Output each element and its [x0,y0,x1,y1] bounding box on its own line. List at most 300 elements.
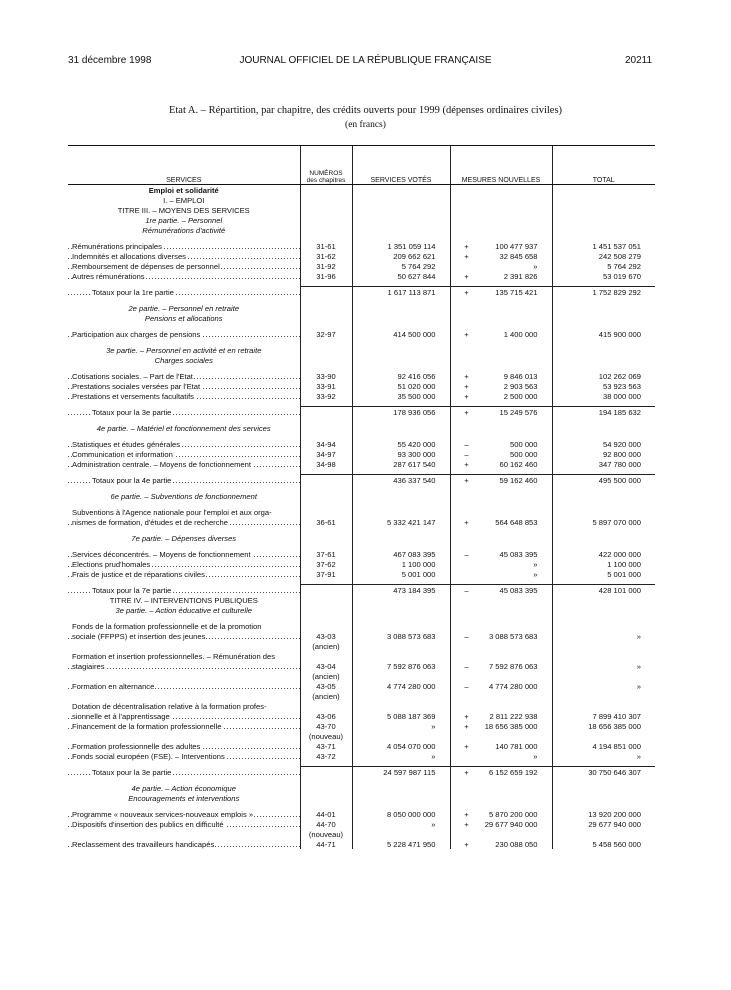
chapter-number: (ancien) [300,691,352,701]
chapter-number: 33-90 [300,371,352,381]
row-label [68,751,300,761]
mesures-nouvelles-value: 45 083 395 [499,549,538,559]
services-votes-value [352,621,450,631]
sign-symbol: + [464,767,469,777]
row-label-text: Totaux pour la 7e partie [92,585,172,595]
mesures-nouvelles-value: 564 648 853 [495,517,538,527]
chapter-number [300,701,352,711]
row-label [68,621,300,631]
row-label-text: Frais de justice et de réparations civiles [72,569,205,579]
mesures-nouvelles-cell [450,631,552,641]
services-votes-value: 414 500 000 [352,329,450,339]
chapter-number: 37-62 [300,559,352,569]
mesures-nouvelles-cell [450,241,552,251]
mesures-nouvelles-value: 4 774 280 000 [488,681,538,691]
sign-symbol: + [464,329,469,339]
table-row [68,641,655,651]
mesures-nouvelles-value: 18 656 385 000 [484,721,538,731]
total-value: » [552,681,655,691]
services-votes-value: » [352,751,450,761]
services-votes-value [352,701,450,711]
table-row [68,459,655,469]
row-label [68,371,300,381]
mesures-nouvelles-value: 500 000 [510,439,538,449]
sign-symbol: – [464,585,469,595]
col-mesures-nouvelles: MESURES NOUVELLES [450,146,552,185]
mesures-nouvelles-value: 500 000 [510,449,538,459]
services-votes-value: 5 001 000 [352,569,450,579]
mesures-nouvelles-cell [450,741,552,751]
total-value: 7 899 410 307 [552,711,655,721]
chapter-number: 31-62 [300,251,352,261]
mesures-nouvelles-cell [450,459,552,469]
mesures-nouvelles-value: 6 152 659 192 [488,767,538,777]
total-value [552,651,655,661]
chapter-number: 31-92 [300,261,352,271]
page-number: 20211 [625,55,653,66]
row-label-text: Rémunérations principales [72,241,162,251]
mesures-nouvelles-cell [450,391,552,401]
col-services: SERVICES [68,146,300,185]
mesures-nouvelles-cell [450,829,552,839]
total-value: 1 752 829 292 [552,287,655,297]
services-votes-value: 24 597 987 115 [352,767,450,777]
mesures-nouvelles-cell [450,819,552,829]
sign-symbol: – [464,631,469,641]
table-row [68,329,655,339]
services-votes-value: 4 774 280 000 [352,681,450,691]
row-label [68,261,300,271]
chapter-number: 36-61 [300,517,352,527]
chapter-number: 43-06 [300,711,352,721]
row-label [68,407,300,417]
row-label [68,681,300,691]
row-label [68,721,300,731]
services-votes-value: 50 627 844 [352,271,450,281]
chapter-number: 43-03 [300,631,352,641]
chapter-number: 34-97 [300,449,352,459]
total-value: 5 458 560 000 [552,839,655,849]
row-label [68,829,300,839]
chapter-number: 33-92 [300,391,352,401]
table-row [68,681,655,691]
row-label-text: Cotisations sociales. – Part de l'Etat [72,371,193,381]
mesures-nouvelles-cell [450,767,552,777]
sign-symbol: + [464,371,469,381]
services-votes-value: 92 416 056 [352,371,450,381]
table-row [68,731,655,741]
header-date: 31 décembre 1998 [68,55,152,66]
mesures-nouvelles-value: 2 903 563 [503,381,538,391]
section-heading: Encouragements et interventions [128,793,240,803]
chapter-number: 33-91 [300,381,352,391]
unit-note: (en francs) [345,120,386,130]
row-label [68,241,300,251]
total-value [552,671,655,681]
row-label [68,701,300,711]
table-row [68,449,655,459]
mesures-nouvelles-value: 135 715 421 [495,287,538,297]
section-heading-row [68,793,655,803]
chapter-number [300,287,352,297]
services-votes-value: 209 662 621 [352,251,450,261]
row-label [68,671,300,681]
mesures-nouvelles-cell [450,559,552,569]
mesures-nouvelles-cell [450,371,552,381]
row-label [68,251,300,261]
section-heading: 1re partie. – Personnel [145,215,223,225]
section-heading-row [68,423,655,433]
table-row [68,559,655,569]
total-value: 92 800 000 [552,449,655,459]
services-votes-value: 93 300 000 [352,449,450,459]
total-row [68,585,655,595]
table-row [68,621,655,631]
mesures-nouvelles-cell [450,261,552,271]
services-votes-value: » [352,819,450,829]
sign-symbol: + [464,407,469,417]
total-value: 428 101 000 [552,585,655,595]
row-label [68,767,300,777]
table-body [68,185,655,849]
chapter-number [300,621,352,631]
table-row [68,829,655,839]
mesures-nouvelles-cell [450,475,552,485]
section-heading: 6e partie. – Subventions de fonctionnement [110,491,257,501]
mesures-nouvelles-value: » [533,559,538,569]
chapter-number: 37-61 [300,549,352,559]
mesures-nouvelles-value: 5 870 200 000 [488,809,538,819]
mesures-nouvelles-value: 45 083 395 [499,585,538,595]
sign-symbol: + [464,711,469,721]
mesures-nouvelles-cell [450,329,552,339]
sign-symbol: + [464,287,469,297]
chapter-number: 43-72 [300,751,352,761]
services-votes-value: 1 351 059 114 [352,241,450,251]
mesures-nouvelles-value: » [533,569,538,579]
services-votes-value: 5 088 187 369 [352,711,450,721]
section-heading-row [68,225,655,235]
total-value [552,641,655,651]
sign-symbol: – [464,439,469,449]
sign-symbol: + [464,381,469,391]
chapter-number: 37-91 [300,569,352,579]
chapter-number: 31-96 [300,271,352,281]
col-numeros: NUMÉROS des chapitres [300,146,352,185]
chapter-number: 43-05 [300,681,352,691]
chapter-number: 43-70 [300,721,352,731]
mesures-nouvelles-cell [450,651,552,661]
chapter-number [300,475,352,485]
total-row [68,407,655,417]
table-row [68,671,655,681]
table-row [68,741,655,751]
col-services-votes: SERVICES VOTÉS [352,146,450,185]
chapter-number: 32-97 [300,329,352,339]
row-label-text: sionnelle et à l'apprentissage [72,711,170,721]
row-label [68,439,300,449]
row-label-text: Totaux pour la 3e partie [92,407,172,417]
mesures-nouvelles-cell [450,381,552,391]
mesures-nouvelles-cell [450,691,552,701]
table-row [68,661,655,671]
total-value [552,691,655,701]
row-label [68,585,300,595]
services-votes-value [352,507,450,517]
services-votes-value [352,829,450,839]
section-heading-row [68,185,655,195]
services-votes-value: 473 184 395 [352,585,450,595]
row-label [68,459,300,469]
mesures-nouvelles-cell [450,251,552,261]
services-votes-value: 436 337 540 [352,475,450,485]
sign-symbol: + [464,741,469,751]
mesures-nouvelles-cell [450,751,552,761]
row-label-text: Services déconcentrés. – Moyens de fonctionnement [72,549,251,559]
services-votes-value: 287 617 540 [352,459,450,469]
mesures-nouvelles-cell [450,407,552,417]
sign-symbol: – [464,661,469,671]
section-heading-row [68,215,655,225]
sign-symbol: + [464,391,469,401]
row-label-text: Formation et insertion professionnelles. – Rémunération des [72,651,276,661]
total-value: 347 780 000 [552,459,655,469]
row-label [68,691,300,701]
row-label [68,449,300,459]
total-value: 29 677 940 000 [552,819,655,829]
services-votes-value: 55 420 000 [352,439,450,449]
table-row [68,809,655,819]
section-heading-row [68,345,655,355]
chapter-number: 34-98 [300,459,352,469]
sign-symbol: – [464,681,469,691]
total-row [68,767,655,777]
row-label [68,391,300,401]
row-label-text: Reclassement des travailleurs handicapés [72,839,215,849]
table-row [68,839,655,849]
table-row [68,261,655,271]
mesures-nouvelles-value: 3 088 573 683 [488,631,538,641]
row-label-text: Dispositifs d'insertion des publics en difficulté [72,819,224,829]
row-label-text: Dotation de décentralisation relative à la formation profes- [72,701,267,711]
section-heading-row [68,303,655,313]
mesures-nouvelles-cell [450,585,552,595]
mesures-nouvelles-value: 2 811 222 938 [489,711,538,721]
section-heading: Charges sociales [154,355,213,365]
mesures-nouvelles-cell [450,271,552,281]
row-label-text: Autres rémunérations [72,271,145,281]
table-row [68,391,655,401]
total-value: 38 000 000 [552,391,655,401]
mesures-nouvelles-cell [450,671,552,681]
total-row [68,287,655,297]
mesures-nouvelles-cell [450,681,552,691]
table-row [68,507,655,517]
sign-symbol: + [464,241,469,251]
table-row [68,251,655,261]
section-heading: 7e partie. – Dépenses diverses [131,533,237,543]
row-label [68,549,300,559]
mesures-nouvelles-value: » [533,751,538,761]
row-label-text: Formation professionnelle des adultes [72,741,201,751]
services-votes-value: 1 100 000 [352,559,450,569]
services-votes-value: 5 228 471 950 [352,839,450,849]
section-heading: TITRE III. – MOYENS DES SERVICES [117,205,250,215]
total-value: 4 194 851 000 [552,741,655,751]
table-row [68,241,655,251]
row-label-text: Elections prud'homales [72,559,151,569]
row-label-text: Remboursement de dépenses de personnel [72,261,220,271]
chapter-number [300,767,352,777]
mesures-nouvelles-value: 2 391 826 [503,271,538,281]
sign-symbol: + [464,459,469,469]
row-label [68,287,300,297]
mesures-nouvelles-value: 60 162 460 [499,459,538,469]
mesures-nouvelles-cell [450,711,552,721]
total-value: 5 897 070 000 [552,517,655,527]
total-value: 194 185 632 [552,407,655,417]
mesures-nouvelles-cell [450,569,552,579]
total-value: 1 100 000 [552,559,655,569]
section-heading-row [68,205,655,215]
section-heading-row [68,313,655,323]
row-label-text: sociale (FFPPS) et insertion des jeunes [72,631,206,641]
chapter-number: 44-71 [300,839,352,849]
col-total: TOTAL [552,146,655,185]
table-row [68,819,655,829]
row-label-text: Fonds de la formation professionnelle et de la promotion [72,621,262,631]
total-value: 1 451 537 051 [552,241,655,251]
row-label [68,329,300,339]
row-label [68,381,300,391]
row-label-text: Financement de la formation professionnelle [72,721,222,731]
row-label-text: Communication et information [72,449,173,459]
chapter-number: (ancien) [300,671,352,681]
section-heading: TITRE IV. – INTERVENTIONS PUBLIQUES [109,595,258,605]
row-label [68,809,300,819]
row-label [68,819,300,829]
chapter-number [300,585,352,595]
chapter-number: 34-94 [300,439,352,449]
services-votes-value: 4 054 070 000 [352,741,450,751]
total-value: 415 900 000 [552,329,655,339]
table-row [68,371,655,381]
services-votes-value: 7 592 876 063 [352,661,450,671]
mesures-nouvelles-value: 9 846 013 [503,371,538,381]
row-label-text: Prestations sociales versées par l'Etat [72,381,201,391]
section-heading: 4e partie. – Action économique [131,783,236,793]
section-heading-row [68,491,655,501]
total-value [552,829,655,839]
chapter-number [300,651,352,661]
services-votes-value: 1 617 113 871 [352,287,450,297]
mesures-nouvelles-cell [450,517,552,527]
section-heading: 4e partie. – Matériel et fonctionnement des services [96,423,271,433]
row-label-text: Fonds social européen (FSE). – Interventions [72,751,225,761]
table-row [68,721,655,731]
total-value: » [552,751,655,761]
chapter-number [300,407,352,417]
total-value: 5 001 000 [552,569,655,579]
table-row [68,517,655,527]
chapter-number [300,507,352,517]
mesures-nouvelles-value: » [533,261,538,271]
total-value: 495 500 000 [552,475,655,485]
mesures-nouvelles-value: 59 162 460 [499,475,538,485]
total-value [552,621,655,631]
mesures-nouvelles-cell [450,661,552,671]
table-row [68,751,655,761]
mesures-nouvelles-cell [450,701,552,711]
mesures-nouvelles-cell [450,809,552,819]
mesures-nouvelles-cell [450,449,552,459]
chapter-number: 44-70 [300,819,352,829]
services-votes-value [352,671,450,681]
row-label [68,631,300,641]
row-label-text: Participation aux charges de pensions [72,329,201,339]
row-label-text: Totaux pour la 1re partie [92,287,174,297]
total-value: 5 764 292 [552,261,655,271]
services-votes-value [352,651,450,661]
services-votes-value: » [352,721,450,731]
table-row [68,691,655,701]
services-votes-value: 5 332 421 147 [352,517,450,527]
total-value: 53 923 563 [552,381,655,391]
table-header-row [68,146,655,185]
mesures-nouvelles-value: 100 477 937 [495,241,538,251]
mesures-nouvelles-value: 1 400 000 [503,329,538,339]
table-row [68,631,655,641]
row-label-text: Totaux pour la 3e partie [92,767,172,777]
mesures-nouvelles-cell [450,621,552,631]
chapter-number: (ancien) [300,641,352,651]
total-value: 54 920 000 [552,439,655,449]
section-heading-row [68,355,655,365]
sign-symbol: + [464,809,469,819]
table-row [68,549,655,559]
mesures-nouvelles-value: 29 677 940 000 [484,819,538,829]
row-label [68,569,300,579]
total-value: 422 000 000 [552,549,655,559]
chapter-number: (nouveau) [300,731,352,741]
row-label [68,741,300,751]
total-value: 242 508 279 [552,251,655,261]
row-label [68,661,300,671]
section-heading-row [68,605,655,615]
row-label-text: Statistiques et études générales [72,439,181,449]
section-heading: I. – EMPLOI [163,195,205,205]
mesures-nouvelles-value: 2 500 000 [503,391,538,401]
mesures-nouvelles-cell [450,439,552,449]
row-label-text: Subventions à l'Agence nationale pour l'emploi et aux orga- [72,507,272,517]
table-row [68,439,655,449]
services-votes-value: 35 500 000 [352,391,450,401]
section-heading: Emploi et solidarité [148,185,219,195]
total-value: 53 019 670 [552,271,655,281]
row-label [68,641,300,651]
services-votes-value: 8 050 000 000 [352,809,450,819]
row-label [68,651,300,661]
table-row [68,569,655,579]
table-row [68,711,655,721]
sign-symbol: – [464,449,469,459]
section-heading: 3e partie. – Action éducative et culturelle [115,605,252,615]
journal-title: JOURNAL OFFICIEL DE LA RÉPUBLIQUE FRANÇAISE [239,55,492,66]
row-label [68,507,300,517]
mesures-nouvelles-value: 230 088 050 [495,839,538,849]
section-heading: 2e partie. – Personnel en retraite [128,303,240,313]
sign-symbol: + [464,475,469,485]
